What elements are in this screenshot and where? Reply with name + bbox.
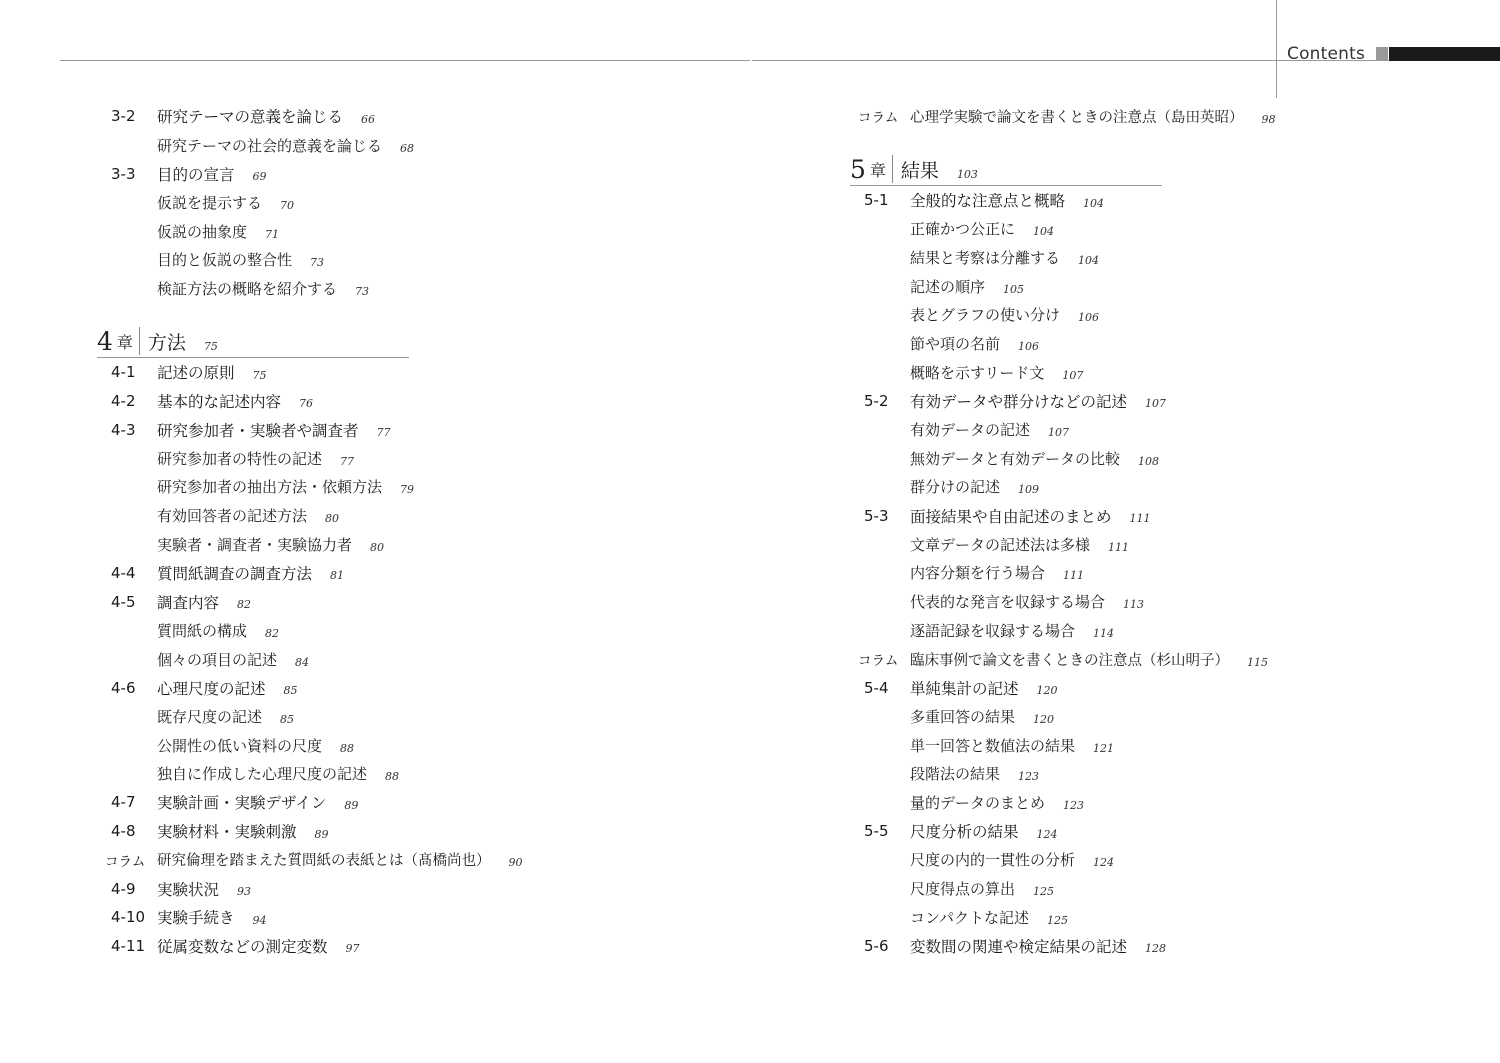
toc-entry-page: 108	[1138, 454, 1160, 468]
toc-entry-page: 113	[1123, 598, 1145, 612]
header-divider	[1276, 0, 1277, 98]
toc-entry-title: 正確かつ公正に	[910, 220, 1016, 239]
toc-subsection[interactable]	[105, 444, 535, 473]
toc-entry-title: 研究倫理を踏まえた質問紙の表紙とは（髙橋尚也）	[157, 853, 491, 870]
toc-entry-page: 120	[1033, 712, 1055, 726]
chapter-heading[interactable]	[850, 148, 1162, 186]
toc-subsection[interactable]	[858, 300, 1288, 329]
toc-entry-title: 代表的な発言を収録する場合	[910, 593, 1106, 612]
toc-entry-number: 4-1	[111, 363, 136, 382]
toc-entry-page: 88	[340, 741, 355, 755]
toc-entry-title: 従属変数などの測定変数	[157, 937, 328, 956]
toc-entry-title: 全般的な注意点と概略	[910, 192, 1066, 211]
toc-list	[105, 102, 535, 303]
toc-section[interactable]	[105, 559, 535, 588]
toc-entry-page: 94	[252, 913, 267, 927]
toc-entry-title: 個々の項目の記述	[157, 650, 278, 669]
toc-column-left	[97, 102, 535, 960]
toc-subsection[interactable]	[105, 702, 535, 731]
toc-entry-title: 仮説の抽象度	[157, 222, 248, 241]
chapter-page: 103	[956, 167, 978, 181]
toc-subsection[interactable]	[105, 217, 535, 246]
toc-entry-title: 結果と考察は分離する	[910, 248, 1061, 267]
chapter-divider	[139, 327, 140, 355]
toc-entry-page: 89	[314, 827, 329, 841]
toc-entry-number: コラム	[858, 653, 899, 670]
toc-entry-number: 4-11	[111, 936, 146, 955]
toc-section[interactable]	[105, 903, 535, 932]
toc-entry-title: 量的データのまとめ	[910, 793, 1046, 812]
toc-entry-number: 5-2	[864, 391, 889, 410]
toc-subsection[interactable]	[858, 788, 1288, 817]
toc-entry-page: 104	[1083, 196, 1105, 210]
toc-subsection[interactable]	[105, 731, 535, 760]
toc-entry-page: 90	[508, 856, 523, 870]
toc-entry-page: 111	[1063, 569, 1085, 583]
toc-entry-number: 5-3	[864, 506, 889, 525]
toc-section[interactable]	[105, 415, 535, 444]
toc-entry-title: コンパクトな記述	[910, 908, 1029, 927]
toc-entry-page: 104	[1033, 225, 1055, 239]
toc-entry-page: 89	[344, 798, 359, 812]
toc-entry-title: 研究参加者の特性の記述	[157, 449, 323, 468]
toc-section[interactable]	[105, 932, 535, 961]
toc-entry-title: 実験計画・実験デザイン	[157, 794, 327, 813]
toc-subsection[interactable]	[858, 473, 1288, 502]
toc-subsection[interactable]	[105, 473, 535, 502]
toc-subsection[interactable]	[858, 530, 1288, 559]
toc-entry-title: 目的の宣言	[157, 165, 235, 184]
toc-subsection[interactable]	[105, 645, 535, 674]
toc-entry-page: 80	[370, 540, 385, 554]
toc-entry-number: 4-5	[111, 592, 136, 611]
toc-entry-title: 質問紙調査の調査方法	[157, 564, 313, 583]
toc-list	[105, 358, 535, 960]
toc-entry-page: 104	[1078, 253, 1100, 267]
chapter-label: 章	[869, 160, 886, 180]
toc-entry-page: 69	[252, 170, 267, 184]
toc-entry-page: 105	[1003, 282, 1025, 296]
toc-entry-page: 98	[1261, 112, 1276, 126]
toc-subsection[interactable]	[858, 731, 1288, 760]
chapter-title: 方法	[147, 331, 186, 354]
toc-entry-title: 尺度得点の算出	[910, 880, 1016, 899]
toc-entry-title: 研究テーマの意義を論じる	[157, 108, 344, 127]
toc-column-entry[interactable]	[858, 645, 1288, 674]
toc-subsection[interactable]	[105, 530, 535, 559]
toc-entry-page: 76	[299, 397, 314, 411]
chapter-number: 4	[97, 326, 113, 356]
toc-entry-title: 尺度の内的一貫性の分析	[910, 851, 1076, 870]
toc-section[interactable]	[105, 587, 535, 616]
toc-entry-page: 71	[265, 227, 280, 241]
toc-entry-page: 97	[345, 942, 360, 956]
toc-entry-page: 84	[295, 655, 310, 669]
toc-entry-page: 106	[1018, 339, 1040, 353]
toc-entry-title: 単純集計の記述	[910, 679, 1019, 698]
toc-entry-title: 基本的な記述内容	[157, 392, 282, 411]
toc-entry-page: 73	[355, 284, 370, 298]
toc-entry-title: 内容分類を行う場合	[910, 564, 1046, 583]
toc-entry-title: 研究参加者・実験者や調査者	[157, 421, 359, 440]
toc-entry-title: 概略を示すリード文	[910, 363, 1045, 382]
toc-entry-title: 既存尺度の記述	[157, 707, 263, 726]
toc-entry-page: 81	[330, 569, 345, 583]
toc-entry-page: 124	[1036, 827, 1058, 841]
toc-entry-title: 節や項の名前	[910, 334, 1001, 353]
page-title: Contents	[1287, 44, 1366, 64]
toc-entry-number: 4-10	[111, 908, 146, 927]
toc-subsection[interactable]	[105, 616, 535, 645]
toc-entry-number: 4-3	[111, 420, 136, 439]
toc-section[interactable]	[105, 788, 535, 817]
toc-column-right	[850, 102, 1288, 960]
chapter-title: 結果	[900, 159, 939, 182]
toc-subsection[interactable]	[105, 759, 535, 788]
toc-subsection[interactable]	[858, 559, 1288, 588]
toc-entry-page: 73	[310, 256, 325, 270]
toc-entry-page: 85	[280, 712, 295, 726]
toc-column-entry[interactable]	[105, 846, 535, 875]
toc-entry-page: 68	[400, 141, 415, 155]
toc-entry-number: 3-2	[111, 107, 136, 126]
toc-entry-title: 有効回答者の記述方法	[157, 507, 308, 526]
toc-entry-page: 107	[1048, 426, 1070, 440]
toc-entry-page: 93	[237, 885, 252, 899]
toc-subsection[interactable]	[858, 759, 1288, 788]
toc-entry-title: 逐語記録を収録する場合	[910, 621, 1076, 640]
toc-entry-page: 77	[340, 454, 355, 468]
toc-section[interactable]	[105, 874, 535, 903]
chapter-label: 章	[116, 332, 133, 352]
toc-subsection[interactable]	[105, 188, 535, 217]
toc-subsection[interactable]	[858, 329, 1288, 358]
toc-entry-page: 88	[385, 770, 400, 784]
chapter-number: 5	[850, 154, 866, 184]
toc-entry-title: 記述の順序	[910, 277, 986, 296]
toc-entry-page: 125	[1033, 885, 1055, 899]
toc-entry-number: コラム	[858, 110, 899, 127]
toc-entry-page: 80	[325, 512, 340, 526]
toc-entry-title: 単一回答と数値法の結果	[910, 736, 1076, 755]
toc-entry-number: 5-4	[864, 678, 889, 697]
toc-column-entry[interactable]	[858, 102, 1288, 131]
toc-entry-page: 120	[1036, 684, 1058, 698]
toc-entry-number: 5-1	[864, 191, 889, 210]
toc-subsection[interactable]	[858, 587, 1288, 616]
toc-entry-title: 変数間の関連や検定結果の記述	[910, 937, 1128, 956]
toc-entry-page: 128	[1145, 942, 1167, 956]
toc-entry-title: 臨床事例で論文を書くときの注意点（杉山明子）	[910, 652, 1229, 669]
toc-entry-title: 表とグラフの使い分け	[910, 306, 1061, 325]
toc-entry-page: 111	[1108, 540, 1130, 554]
toc-entry-title: 仮説を提示する	[157, 193, 263, 212]
toc-entry-title: 有効データや群分けなどの記述	[910, 392, 1128, 411]
toc-entry-title: 質問紙の構成	[157, 621, 248, 640]
toc-entry-page: 85	[283, 684, 298, 698]
chapter-page: 75	[203, 339, 218, 353]
toc-entry-title: 実験手続き	[157, 909, 235, 928]
toc-subsection[interactable]	[105, 245, 535, 274]
toc-entry-page: 82	[265, 626, 280, 640]
toc-subsection[interactable]	[858, 903, 1288, 932]
toc-subsection[interactable]	[858, 702, 1288, 731]
toc-entry-title: 公開性の低い資料の尺度	[157, 736, 323, 755]
toc-entry-page: 123	[1018, 770, 1040, 784]
toc-entry-title: 研究参加者の抽出方法・依頼方法	[157, 478, 383, 497]
toc-section[interactable]	[858, 673, 1288, 702]
toc-entry-title: 目的と仮説の整合性	[157, 251, 293, 270]
toc-entry-number: 4-8	[111, 822, 136, 841]
toc-entry-title: 無効データと有効データの比較	[910, 449, 1121, 468]
toc-section[interactable]	[858, 932, 1288, 961]
toc-section[interactable]	[105, 817, 535, 846]
toc-entry-page: 107	[1062, 368, 1084, 382]
toc-entry-title: 研究テーマの社会的意義を論じる	[157, 136, 383, 155]
toc-entry-page: 121	[1093, 741, 1115, 755]
toc-entry-title: 記述の原則	[157, 364, 235, 383]
toc-entry-title: 調査内容	[157, 593, 220, 612]
toc-entry-number: 5-6	[864, 936, 889, 955]
toc-entry-page: 66	[361, 112, 376, 126]
toc-entry-page: 106	[1078, 311, 1100, 325]
toc-entry-number: 4-4	[111, 563, 136, 582]
toc-entry-title: 段階法の結果	[910, 765, 1001, 784]
toc-entry-number: 4-2	[111, 391, 136, 410]
toc-section[interactable]	[105, 673, 535, 702]
toc-entry-number: 3-3	[111, 164, 136, 183]
toc-subsection[interactable]	[858, 415, 1288, 444]
toc-section[interactable]	[858, 186, 1288, 215]
toc-subsection[interactable]	[858, 358, 1288, 387]
toc-section[interactable]	[858, 387, 1288, 416]
toc-entry-title: 文章データの記述法は多様	[910, 535, 1091, 554]
toc-subsection[interactable]	[105, 131, 535, 160]
toc-entry-page: 115	[1247, 655, 1268, 669]
toc-subsection[interactable]	[858, 874, 1288, 903]
toc-section[interactable]	[105, 358, 535, 387]
toc-entry-title: 実験状況	[157, 880, 220, 899]
toc-subsection[interactable]	[858, 846, 1288, 875]
toc-section[interactable]	[105, 387, 535, 416]
toc-entry-number: 4-7	[111, 793, 136, 812]
toc-entry-title: 検証方法の概略を紹介する	[157, 279, 338, 298]
toc-entry-title: 有効データの記述	[910, 421, 1031, 440]
toc-section[interactable]	[105, 159, 535, 188]
toc-entry-page: 114	[1093, 626, 1115, 640]
toc-entry-number: コラム	[105, 853, 146, 870]
toc-entry-page: 111	[1129, 512, 1151, 526]
toc-section[interactable]	[858, 817, 1288, 846]
toc-subsection[interactable]	[858, 616, 1288, 645]
toc-entry-title: 尺度分析の結果	[910, 823, 1019, 842]
toc-entry-page: 82	[237, 598, 252, 612]
toc-subsection[interactable]	[105, 274, 535, 303]
toc-entry-number: 5-5	[864, 822, 889, 841]
toc-entry-page: 125	[1046, 913, 1068, 927]
toc-entry-title: 実験者・調査者・実験協力者	[157, 535, 353, 554]
toc-subsection[interactable]	[105, 501, 535, 530]
toc-entry-number: 4-6	[111, 678, 136, 697]
toc-entry-page: 123	[1063, 798, 1085, 812]
toc-section[interactable]	[858, 501, 1288, 530]
toc-entry-page: 124	[1093, 856, 1115, 870]
toc-subsection[interactable]	[858, 214, 1288, 243]
toc-entry-title: 実験材料・実験刺激	[157, 823, 297, 842]
toc-entry-page: 79	[400, 483, 415, 497]
toc-entry-page: 70	[280, 198, 295, 212]
toc-entry-title: 群分けの記述	[910, 478, 1001, 497]
toc-subsection[interactable]	[858, 444, 1288, 473]
toc-list	[858, 102, 1288, 131]
toc-entry-number: 4-9	[111, 879, 136, 898]
toc-entry-title: 心理尺度の記述	[157, 679, 266, 698]
chapter-heading[interactable]	[97, 320, 409, 358]
toc-entry-page: 77	[376, 426, 391, 440]
toc-entry-title: 心理学実験で論文を書くときの注意点（島田英昭）	[910, 109, 1244, 126]
toc-list	[858, 186, 1288, 961]
toc-entry-page: 107	[1145, 397, 1167, 411]
header-rule-left	[60, 60, 750, 61]
toc-section[interactable]	[105, 102, 535, 131]
toc-entry-page: 75	[252, 368, 267, 382]
chapter-divider	[892, 155, 893, 183]
toc-subsection[interactable]	[858, 272, 1288, 301]
toc-entry-title: 面接結果や自由記述のまとめ	[910, 507, 1112, 526]
toc-entry-title: 独自に作成した心理尺度の記述	[157, 765, 368, 784]
header-accent-gray	[1376, 47, 1388, 61]
toc-entry-page: 109	[1018, 483, 1040, 497]
toc-subsection[interactable]	[858, 243, 1288, 272]
toc-entry-title: 多重回答の結果	[910, 707, 1016, 726]
header-accent-black	[1389, 47, 1500, 61]
